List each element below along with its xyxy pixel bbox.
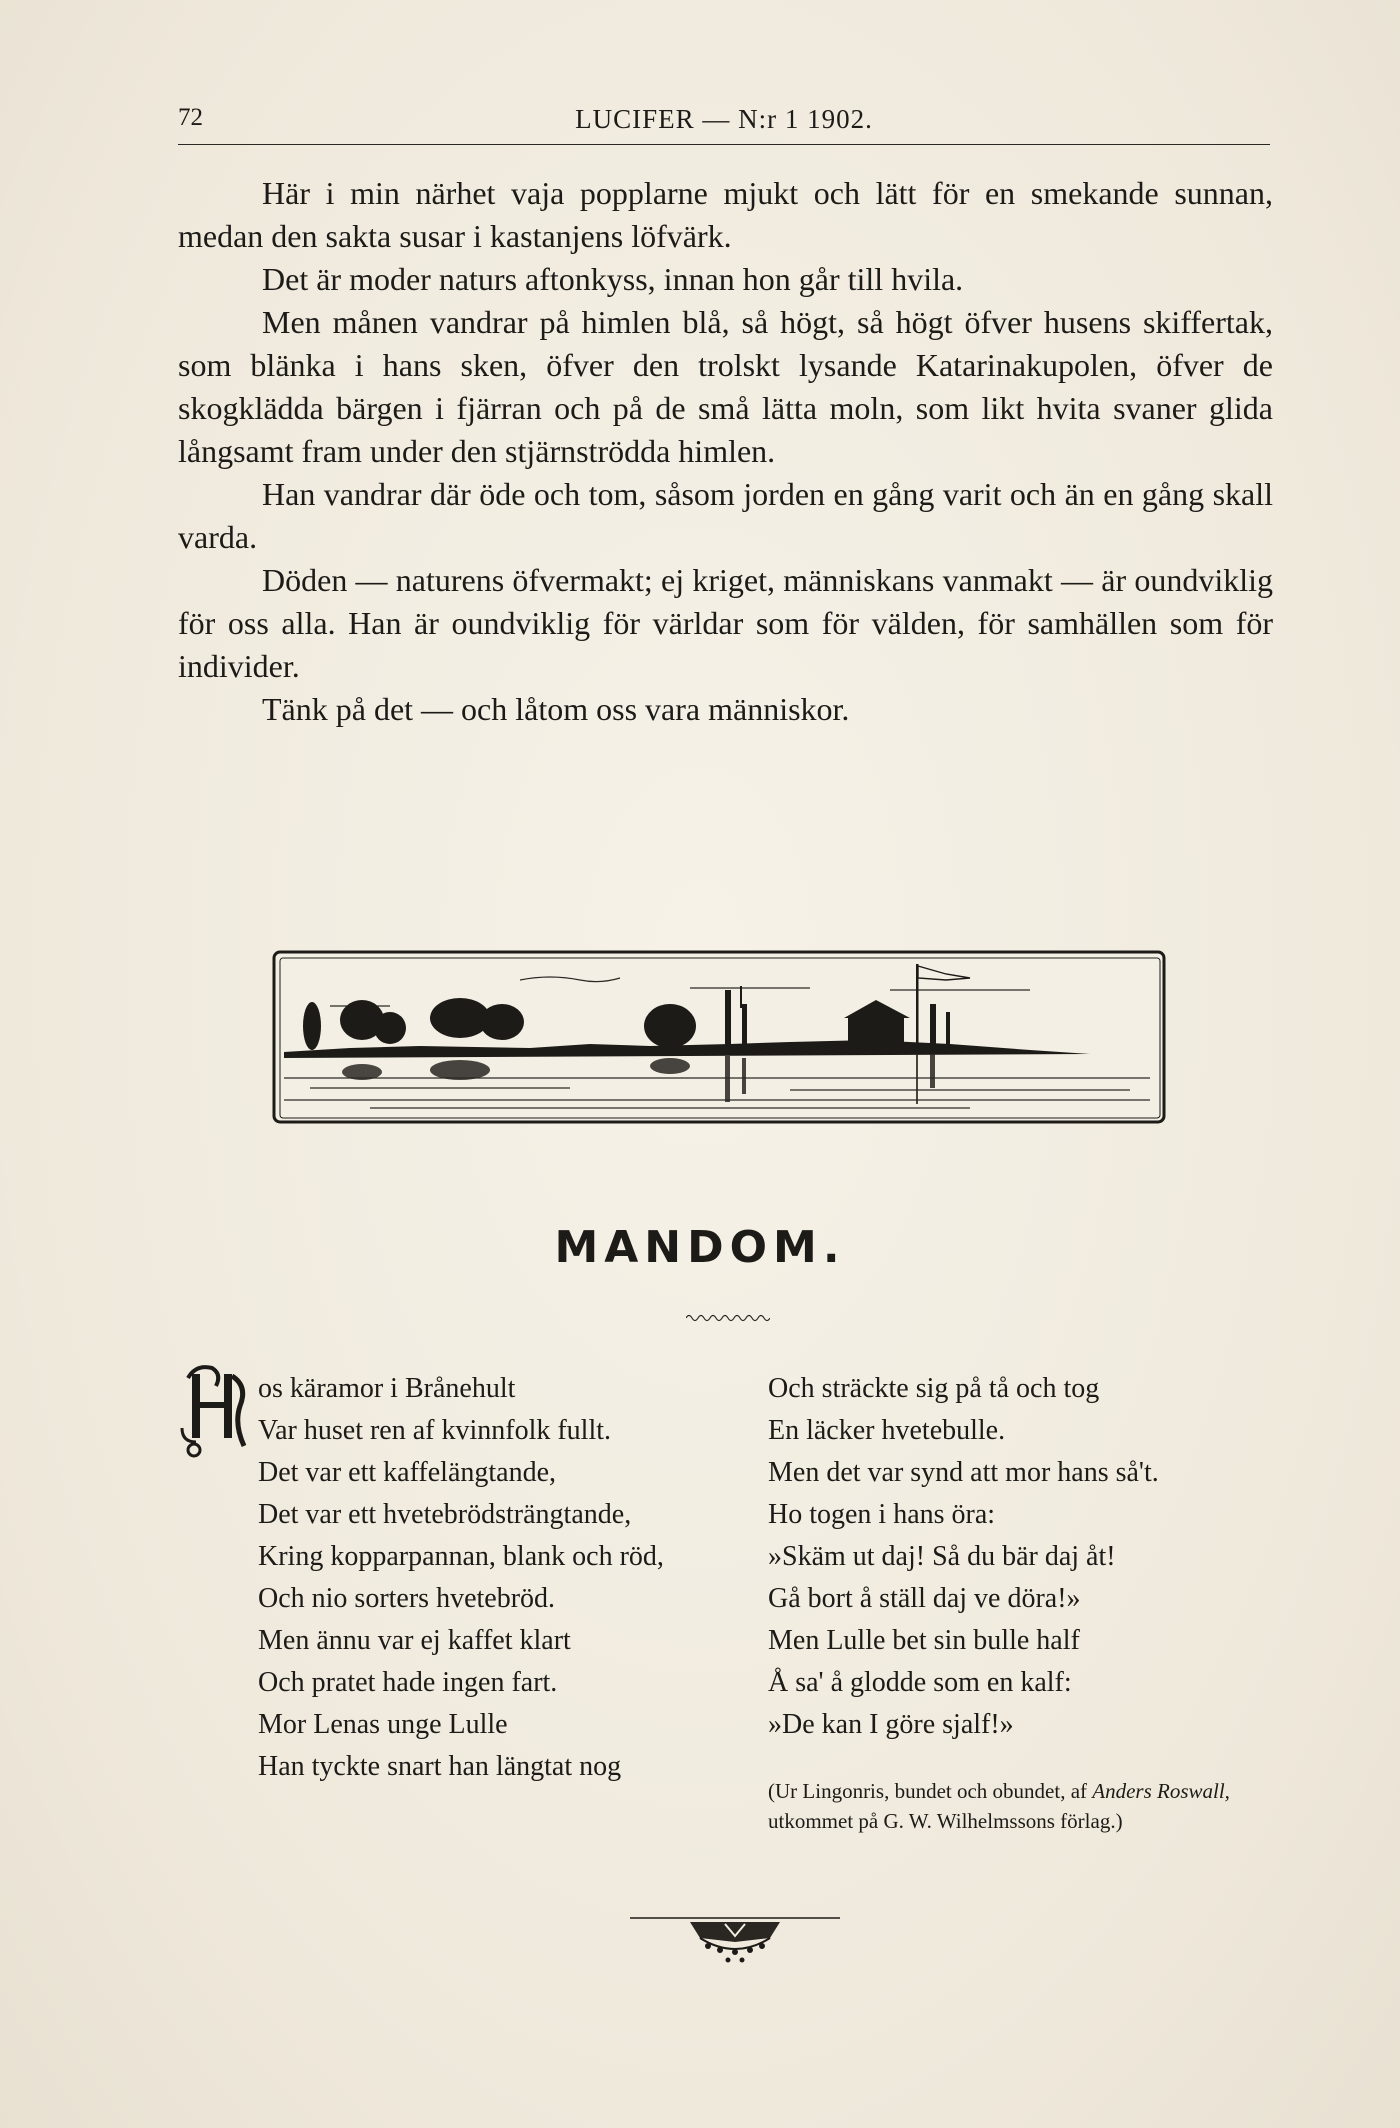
source-author: Anders Roswall, bbox=[1092, 1779, 1230, 1803]
tailpiece-ornament-icon bbox=[630, 1912, 840, 1968]
verse-line: Det var ett kaffelängtande, bbox=[258, 1457, 557, 1488]
prose-text bbox=[178, 172, 1273, 731]
paragraph: Det är moder naturs aftonkyss, innan hon går till hvila. bbox=[262, 261, 964, 297]
page-number: 72 bbox=[178, 104, 203, 131]
verse-line: Å sa' å glodde som en kalf: bbox=[768, 1667, 1072, 1698]
paragraph: Tänk på det — och låtom oss vara människor. bbox=[262, 691, 850, 727]
source-note bbox=[768, 1776, 1288, 1836]
verse-line: Och sträckte sig på tå och tog bbox=[768, 1373, 1100, 1404]
verse-line: En läcker hvetebulle. bbox=[768, 1415, 1006, 1446]
verse-line: Mor Lenas unge Lulle bbox=[258, 1709, 508, 1740]
poem-title: MANDOM. bbox=[554, 1222, 846, 1273]
paragraph: Han vandrar där öde och tom, såsom jorden en gång varit och än en gång skall varda. bbox=[178, 476, 1273, 555]
verse-line: Gå bort å ställ daj ve döra!» bbox=[768, 1583, 1081, 1614]
source-suffix: utkommet på G. W. Wilhelmssons förlag.) bbox=[768, 1809, 1123, 1833]
poem-left-column bbox=[258, 1368, 728, 1788]
paragraph: Men månen vandrar på himlen blå, så högt, så högt öfver husens skiffertak, som blänka i hans sken, öfver den trolskt lysande Katarinakupolen, öfver de skogklädda bärgen i fjärran och på de små lätta moln, som likt hvita svaner glida långsamt fram under den stjärnströdda himlen. bbox=[178, 304, 1273, 469]
verse-line: Men Lulle bet sin bulle half bbox=[768, 1625, 1080, 1656]
verse-line: Det var ett hvetebrödsträngtande, bbox=[258, 1499, 632, 1530]
verse-line: »De kan I göre sjalf!» bbox=[768, 1709, 1014, 1740]
lake-landscape-illustration bbox=[270, 948, 1170, 1126]
source-prefix: (Ur Lingonris, bundet och obundet, af bbox=[768, 1779, 1088, 1803]
verse-line: Men det var synd att mor hans så't. bbox=[768, 1457, 1159, 1488]
paragraph: Här i min närhet vaja popplarne mjukt och lätt för en smekande sunnan, medan den sakta susar i kastanjens löfvärk. bbox=[178, 175, 1273, 254]
verse-line: Men ännu var ej kaffet klart bbox=[258, 1625, 571, 1656]
wavy-rule-icon bbox=[686, 1312, 770, 1324]
ornate-initial-icon bbox=[178, 1358, 258, 1462]
verse-line: Var huset ren af kvinnfolk fullt. bbox=[258, 1415, 612, 1446]
paragraph: Döden — naturens öfvermakt; ej kriget, människans vanmakt — är oundviklig för oss alla. Han är oundviklig för världar som för välden, för samhällen som för individer. bbox=[178, 562, 1273, 684]
verse-line: Och nio sorters hvetebröd. bbox=[258, 1583, 556, 1614]
verse-line: Han tyckte snart han längtat nog bbox=[258, 1751, 622, 1782]
poem-right-column bbox=[768, 1368, 1288, 1746]
verse-line: »Skäm ut daj! Så du bär daj åt! bbox=[768, 1541, 1116, 1572]
verse-line: Och pratet hade ingen fart. bbox=[258, 1667, 558, 1698]
verse-line: Kring kopparpannan, blank och röd, bbox=[258, 1541, 664, 1572]
verse-line: Ho togen i hans öra: bbox=[768, 1499, 996, 1530]
verse-line: os käramor i Brånehult bbox=[258, 1373, 516, 1404]
running-head: LUCIFER — N:r 1 1902. bbox=[575, 104, 873, 134]
page-header bbox=[178, 104, 1270, 145]
